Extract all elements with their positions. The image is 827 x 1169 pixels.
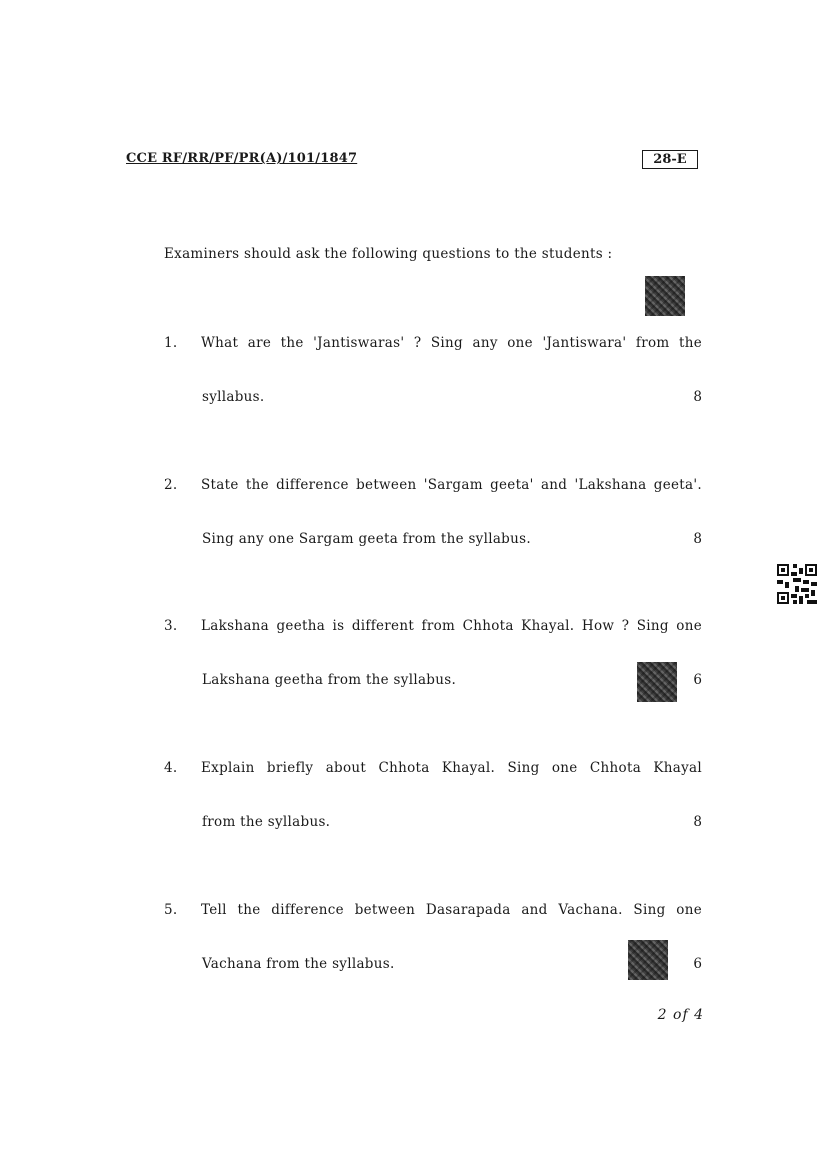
- question-text-line1: What are the 'Jantiswaras' ? Sing any one 'Jantiswara' from the: [201, 335, 702, 351]
- question-text-line1: Lakshana geetha is different from Chhota Khayal. How ? Sing one: [201, 618, 702, 634]
- question-marks: 6: [693, 672, 702, 688]
- paper-reference-code: CCE RF/RR/PF/PR(A)/101/1847: [126, 151, 358, 166]
- page-number: 2 of 4: [657, 1007, 704, 1023]
- noise-watermark-icon: [637, 662, 677, 702]
- question-number: 4.: [164, 760, 178, 776]
- question-text-line2: syllabus.: [202, 389, 265, 405]
- question-number: 2.: [164, 477, 178, 493]
- question-text-line1: Explain briefly about Chhota Khayal. Sing one Chhota Khayal: [201, 760, 702, 776]
- question-text-line1: State the difference between 'Sargam geeta' and 'Lakshana geeta'.: [201, 477, 702, 493]
- question-text-line2: Lakshana geetha from the syllabus.: [202, 672, 457, 688]
- noise-watermark-icon: [628, 940, 668, 980]
- question-marks: 8: [693, 814, 702, 830]
- instructions-text: Examiners should ask the following questions to the students :: [164, 246, 613, 262]
- question-marks: 8: [693, 389, 702, 405]
- question-number: 1.: [164, 335, 178, 351]
- question-text-line1: Tell the difference between Dasarapada and Vachana. Sing one: [201, 902, 702, 918]
- question-marks: 8: [693, 531, 702, 547]
- question-number: 3.: [164, 618, 178, 634]
- question-text-line2: Vachana from the syllabus.: [202, 956, 395, 972]
- question-text-line2: Sing any one Sargam geeta from the syllabus.: [202, 531, 531, 547]
- noise-watermark-icon: [645, 276, 685, 316]
- question-text-line2: from the syllabus.: [202, 814, 331, 830]
- question-number: 5.: [164, 902, 178, 918]
- question-marks: 6: [693, 956, 702, 972]
- paper-code-box: 28-E: [642, 150, 698, 169]
- qr-code-icon: [777, 564, 817, 604]
